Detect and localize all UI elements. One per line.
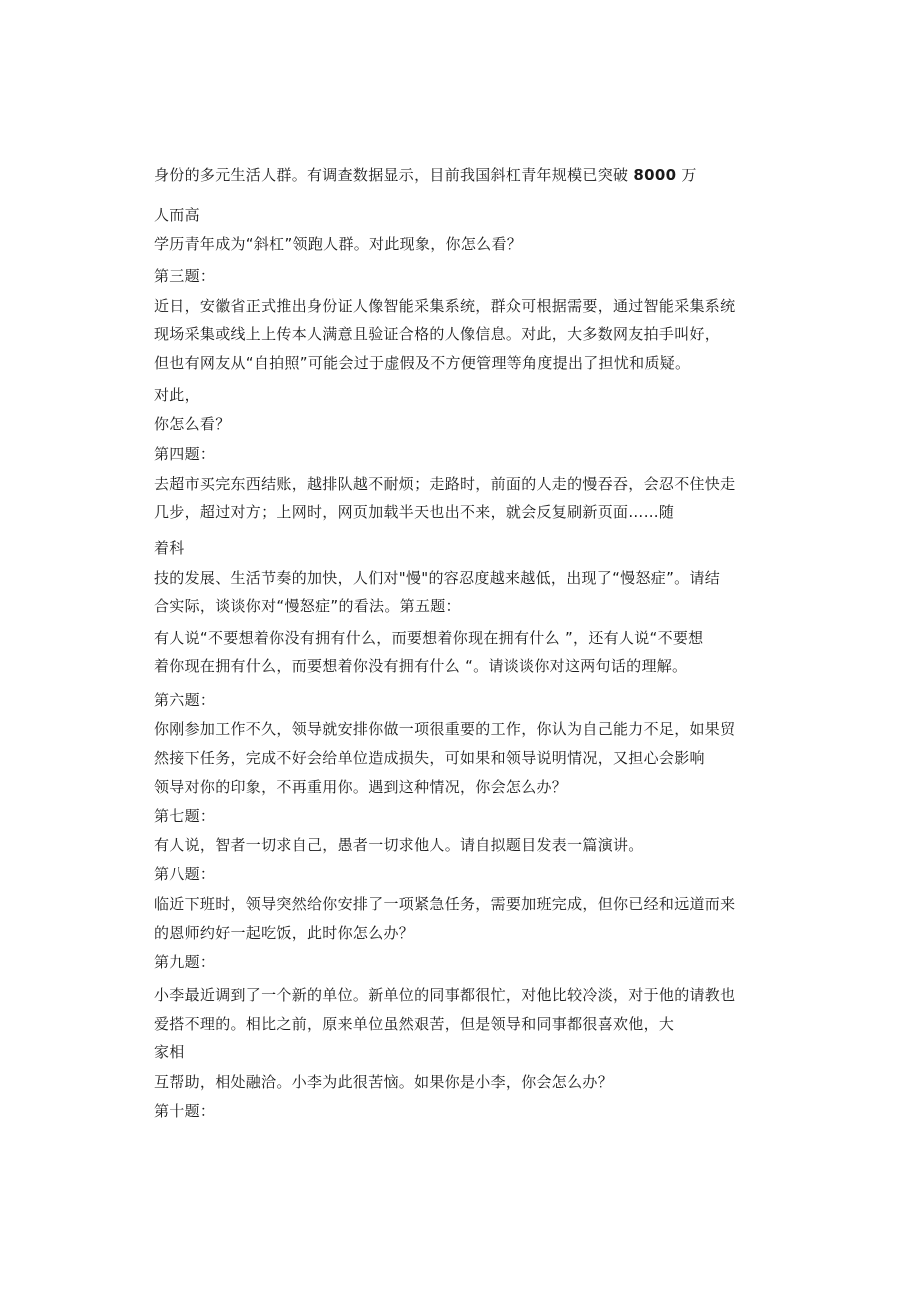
- paragraph-line: 但也有网友从“自拍照”可能会过于虚假及不方便管理等角度提出了担忧和质疑。: [154, 354, 691, 372]
- question-heading: 第三题：: [154, 267, 216, 285]
- paragraph-line: 技的发展、生活节奏的加快，人们对"慢"的容忍度越来越低，出现了“慢怒症”。请结: [154, 569, 721, 587]
- paragraph-line: 着科: [154, 539, 185, 557]
- question-heading: 第六题：: [154, 691, 216, 709]
- paragraph-line: [154, 165, 697, 185]
- paragraph-line: 对此，: [154, 386, 200, 404]
- paragraph-line: 学历青年成为“斜杠”领跑人群。对此现象，你怎么看？: [154, 235, 523, 253]
- question-heading: 第九题：: [154, 953, 216, 971]
- paragraph-line: 你刚参加工作不久，领导就安排你做一项很重要的工作，你认为自己能力不足，如果贸: [154, 720, 736, 738]
- question-heading: 第四题：: [154, 445, 216, 463]
- paragraph-line: 去超市买完东西结账，越排队越不耐烦；走路时，前面的人走的慢吞吞，会忍不住快走: [154, 475, 736, 493]
- question-heading: 第十题：: [154, 1102, 216, 1120]
- paragraph-line: 爱搭不理的。相比之前，原来单位虽然艰苦，但是领导和同事都很喜欢他，大: [154, 1015, 675, 1033]
- question-heading: 第七题：: [154, 807, 216, 825]
- paragraph-line: 的恩师约好一起吃饭，此时你怎么办？: [154, 924, 415, 942]
- question-heading: 第八题：: [154, 865, 216, 883]
- paragraph-line: 然接下任务，完成不好会给单位造成损失，可如果和领导说明情况，又担心会影响: [154, 749, 705, 767]
- paragraph-line: 着你现在拥有什么，而要想着你没有拥有什么 “。请谈谈你对这两句话的理解。: [154, 657, 688, 675]
- paragraph-line: 合实际，谈谈你对“慢怒症”的看法。第五题：: [154, 597, 461, 615]
- line-number: 8000: [633, 166, 677, 184]
- line-text: 身份的多元生活人群。有调查数据显示，目前我国斜杠青年规模已突破: [154, 166, 634, 184]
- paragraph-line: 人而高: [154, 206, 200, 224]
- paragraph-line: 互帮助，相处融洽。小李为此很苦恼。如果你是小李，你会怎么办？: [154, 1073, 614, 1091]
- paragraph-line: 有人说，智者一切求自己，愚者一切求他人。请自拟题目发表一篇演讲。: [154, 836, 644, 854]
- paragraph-line: 近日，安徽省正式推出身份证人像智能采集系统，群众可根据需要，通过智能采集系统: [154, 297, 736, 315]
- paragraph-line: 家相: [154, 1043, 185, 1061]
- paragraph-line: 有人说“不要想着你没有拥有什么，而要想着你现在拥有什么 ”，还有人说“不要想: [154, 629, 704, 647]
- paragraph-line: 领导对你的印象，不再重用你。遇到这种情况，你会怎么办？: [154, 778, 568, 796]
- paragraph-line: 几步，超过对方；上网时，网页加载半天也出不来，就会反复刷新页面……随: [154, 503, 675, 521]
- paragraph-line: 小李最近调到了一个新的单位。新单位的同事都很忙，对他比较冷淡，对于他的请教也: [154, 986, 736, 1004]
- paragraph-line: 临近下班时，领导突然给你安排了一项紧急任务，需要加班完成，但你已经和远道而来: [154, 895, 736, 913]
- paragraph-line: 你怎么看？: [154, 415, 231, 433]
- paragraph-line: 现场采集或线上上传本人满意且验证合格的人像信息。对此，大多数网友拍手叫好，: [154, 325, 721, 343]
- line-text: 万: [676, 166, 697, 184]
